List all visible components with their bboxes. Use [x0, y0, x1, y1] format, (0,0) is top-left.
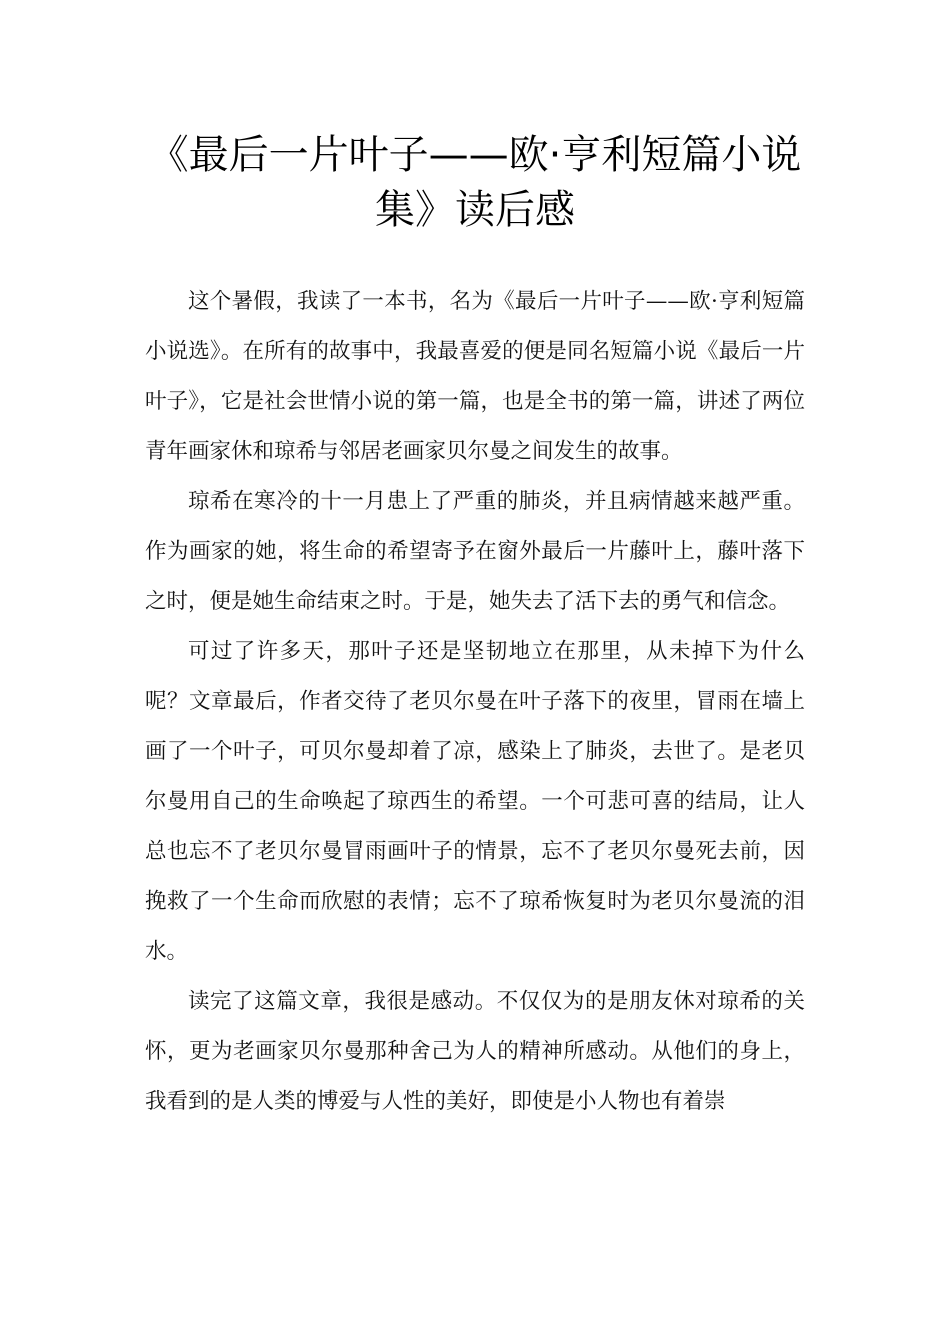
- paragraph: 可过了许多天，那叶子还是坚韧地立在那里，从未掉下为什么呢？文章最后，作者交待了老贝尔曼在叶子落下的夜里，冒雨在墙上画了一个叶子，可贝尔曼却着了凉，感染上了肺炎，去世了。是老贝尔曼用自己的生命唤起了琼西生的希望。一个可悲可喜的结局，让人总也忘不了老贝尔曼冒雨画叶子的情景，忘不了老贝尔曼死去前，因挽救了一个生命而欣慰的表情；忘不了琼希恢复时为老贝尔曼流的泪水。: [145, 639, 805, 964]
- paragraph: 读完了这篇文章，我很是感动。不仅仅为的是朋友休对琼希的关怀，更为老画家贝尔曼那种舍己为人的精神所感动。从他们的身上，我看到的是人类的博爱与人性的美好，即使是小人物也有着崇: [145, 989, 805, 1114]
- document-title: 《最后一片叶子——欧·亨利短篇小说集》读后感: [148, 132, 802, 233]
- document-body: [145, 277, 805, 1127]
- paragraph: 这个暑假，我读了一本书，名为《最后一片叶子——欧·亨利短篇小说选》。在所有的故事中，我最喜爱的便是同名短篇小说《最后一片叶子》，它是社会世情小说的第一篇，也是全书的第一篇，讲述了两位青年画家休和琼希与邻居老画家贝尔曼之间发生的故事。: [145, 289, 805, 464]
- paragraph: 琼希在寒冷的十一月患上了严重的肺炎，并且病情越来越严重。作为画家的她，将生命的希望寄予在窗外最后一片藤叶上，藤叶落下之时，便是她生命结束之时。于是，她失去了活下去的勇气和信念。: [145, 489, 805, 614]
